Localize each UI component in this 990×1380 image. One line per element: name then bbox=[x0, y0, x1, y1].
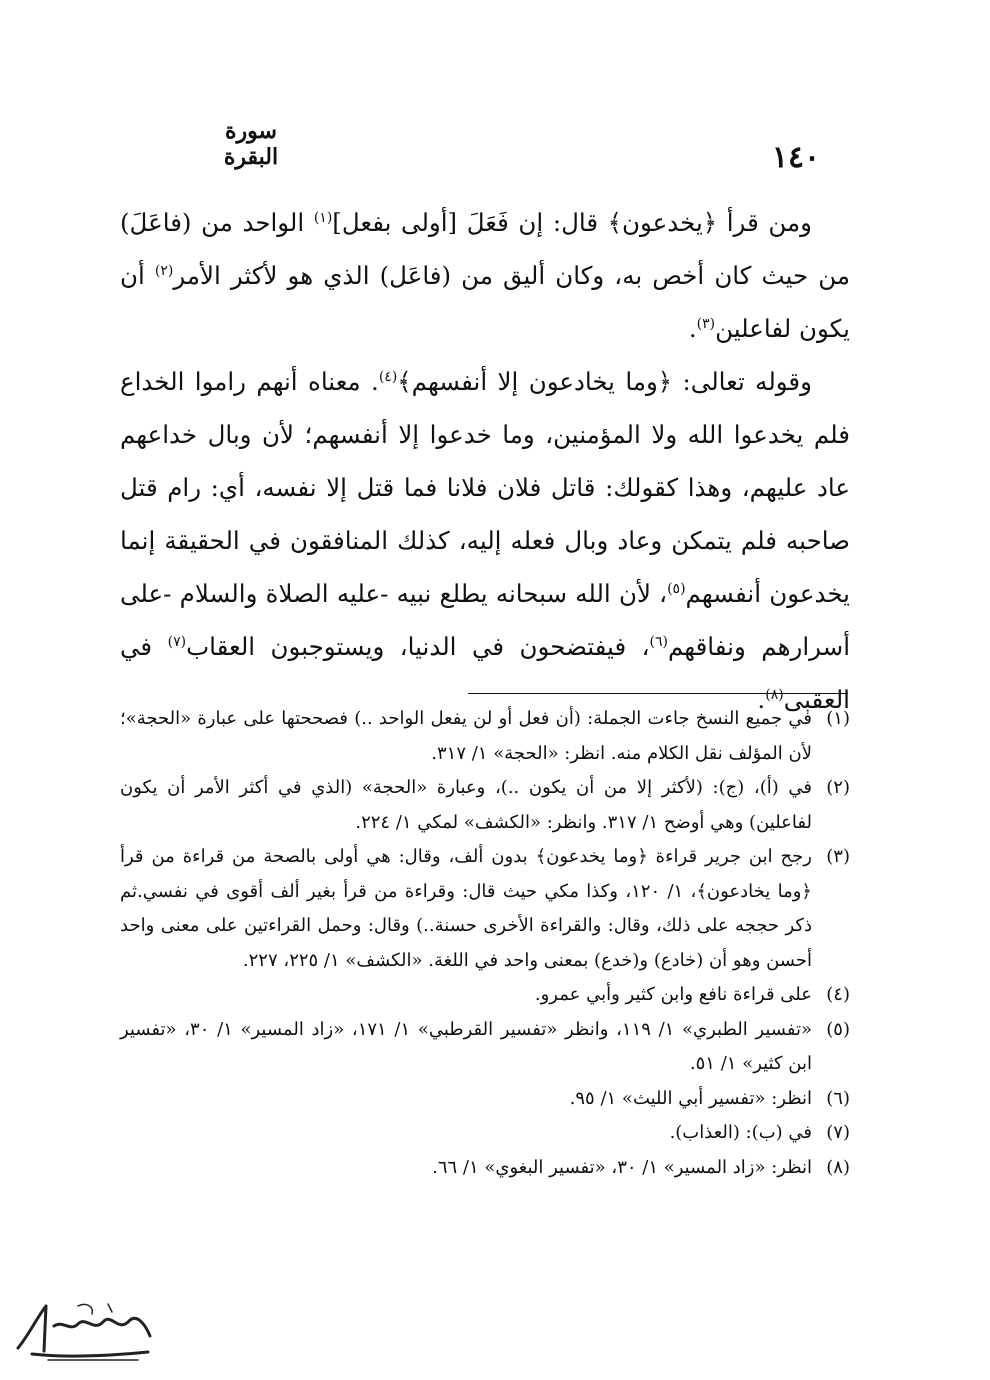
footnote-ref-2[interactable]: (٢) bbox=[154, 262, 174, 279]
footnote-item bbox=[120, 1151, 850, 1186]
paragraph-text: وقوله تعالى: ﴿وما يخادعون إلا أنفسهم﴾ bbox=[397, 367, 812, 396]
footnote-ref-1[interactable]: (١) bbox=[313, 209, 333, 226]
paragraph-text: أن يكون لفاعلين bbox=[120, 261, 850, 343]
footnote-ref-5[interactable]: (٥) bbox=[667, 580, 686, 597]
footnote-item bbox=[120, 1116, 850, 1151]
paragraph-text: ، فيفتضحون في الدنيا، ويستوجبون العقاب bbox=[186, 632, 650, 661]
footnote-text: في جميع النسخ جاءت الجملة: (أن فعل أو لن يفعل الواحد ..) فصححتها على عبارة «الحجة»؛ لأن المؤلف نقل الكلام منه. انظر: «الحجة» ١/ ٣١٧. bbox=[120, 708, 812, 764]
footnote-item bbox=[120, 1082, 850, 1117]
paragraph-text: الواحد من (فاعَلَ) من حيث كان أخص به، وكان أليق من (فاعَل) الذي هو لأكثر الأمر bbox=[120, 208, 850, 290]
main-text bbox=[120, 196, 850, 726]
page-title: سورة البقرة bbox=[223, 118, 279, 170]
footnote-text: «تفسير الطبري» ١/ ١١٩، وانظر «تفسير القرطبي» ١/ ١٧١، «زاد المسير» ١/ ٣٠، «تفسير ابن كثير» ١/ ٥١. bbox=[120, 1018, 812, 1074]
footnote-number: (٢) bbox=[826, 777, 850, 798]
footnote-number: (٦) bbox=[826, 1087, 850, 1109]
footnotes bbox=[120, 702, 850, 1185]
footnote-number: (٨) bbox=[826, 1156, 850, 1178]
footnote-text: في (أ)، (ج): (لأكثر إلا من أن يكون ..)، وعبارة «الحجة» (الذي في أكثر الأمر أن يكون لفاعلين) وهي أوضح ١/ ٣١٧. وانظر: «الكشف» لمكي ١/ ٢٢٤. bbox=[120, 777, 812, 833]
footnote-text: رجح ابن جرير قراءة ﴿وما يخدعون﴾ بدون ألف، وقال: هي أولى بالصحة من قراءة من قرأ ﴿وما يخادعون﴾، ١/ ١٢٠، وكذا مكي حيث قال: وقراءة من قرأ بغير ألف أقوى في نفسي.ثم ذكر حججه على ذلك، وقال: والقراءة الأخرى حسنة..) وقال: وحمل القراءتين على معنى واحد أحسن وهو أن (خادع) و(خدع) بمعنى واحد في اللغة. «الكشف» ١/ ٢٢٥، ٢٢٧. bbox=[120, 846, 812, 971]
footnote-item bbox=[120, 1013, 850, 1082]
paragraph-text: في العقبى bbox=[120, 632, 850, 714]
page-number: ١٤٠ bbox=[771, 140, 821, 175]
footnote-ref-4[interactable]: (٤) bbox=[378, 368, 398, 385]
footnote-item bbox=[120, 840, 850, 978]
footnote-ref-8[interactable]: (٨) bbox=[765, 686, 784, 703]
footnote-text: في (ب): (العذاب). bbox=[669, 1122, 812, 1143]
footnote-divider bbox=[468, 693, 848, 694]
footnote-item bbox=[120, 771, 850, 840]
paragraph-1 bbox=[120, 196, 850, 355]
paragraph-2 bbox=[120, 355, 850, 726]
paragraph-text: . bbox=[688, 314, 697, 343]
publisher-logo-icon bbox=[8, 1296, 158, 1366]
footnote-ref-3[interactable]: (٣) bbox=[696, 315, 716, 332]
footnote-text: انظر: «زاد المسير» ١/ ٣٠، «تفسير البغوي» ١/ ٦٦. bbox=[432, 1156, 812, 1178]
paragraph-text: . bbox=[757, 685, 766, 714]
footnote-item bbox=[120, 978, 850, 1013]
paragraph-text: ، لأن الله سبحانه يطلع نبيه -عليه الصلاة والسلام -على أسرارهم ونفاقهم bbox=[120, 579, 851, 661]
footnote-ref-6[interactable]: (٦) bbox=[649, 633, 668, 650]
footnote-text: انظر: «تفسير أبي الليث» ١/ ٩٥. bbox=[569, 1087, 812, 1109]
paragraph-text: ومن قرأ ﴿يخدعون﴾ قال: إن فَعَلَ [أولى بفعل] bbox=[332, 208, 812, 237]
footnote-number: (٧) bbox=[826, 1122, 850, 1143]
footnote-text: على قراءة نافع وابن كثير وأبي عمرو. bbox=[534, 984, 812, 1005]
paragraph-text: . معناه أنهم راموا الخداع فلم يخدعوا الله ولا المؤمنين، وما خدعوا إلا أنفسهم؛ لأن وبال خداعهم عاد عليهم، وهذا كقولك: قاتل فلان فلانا فما قتل إلا نفسه، أي: رام قتل صاحبه فلم يتمكن وعاد وبال فعله إليه، كذلك المنافقون في الحقيقة إنما يخدعون أنفسهم bbox=[120, 367, 850, 608]
footnote-number: (٥) bbox=[826, 1018, 850, 1040]
footnote-ref-7[interactable]: (٧) bbox=[167, 633, 187, 650]
footnote-number: (٣) bbox=[826, 846, 850, 867]
footnote-number: (١) bbox=[826, 708, 850, 729]
footnote-number: (٤) bbox=[826, 984, 850, 1005]
footnote-item bbox=[120, 702, 850, 771]
